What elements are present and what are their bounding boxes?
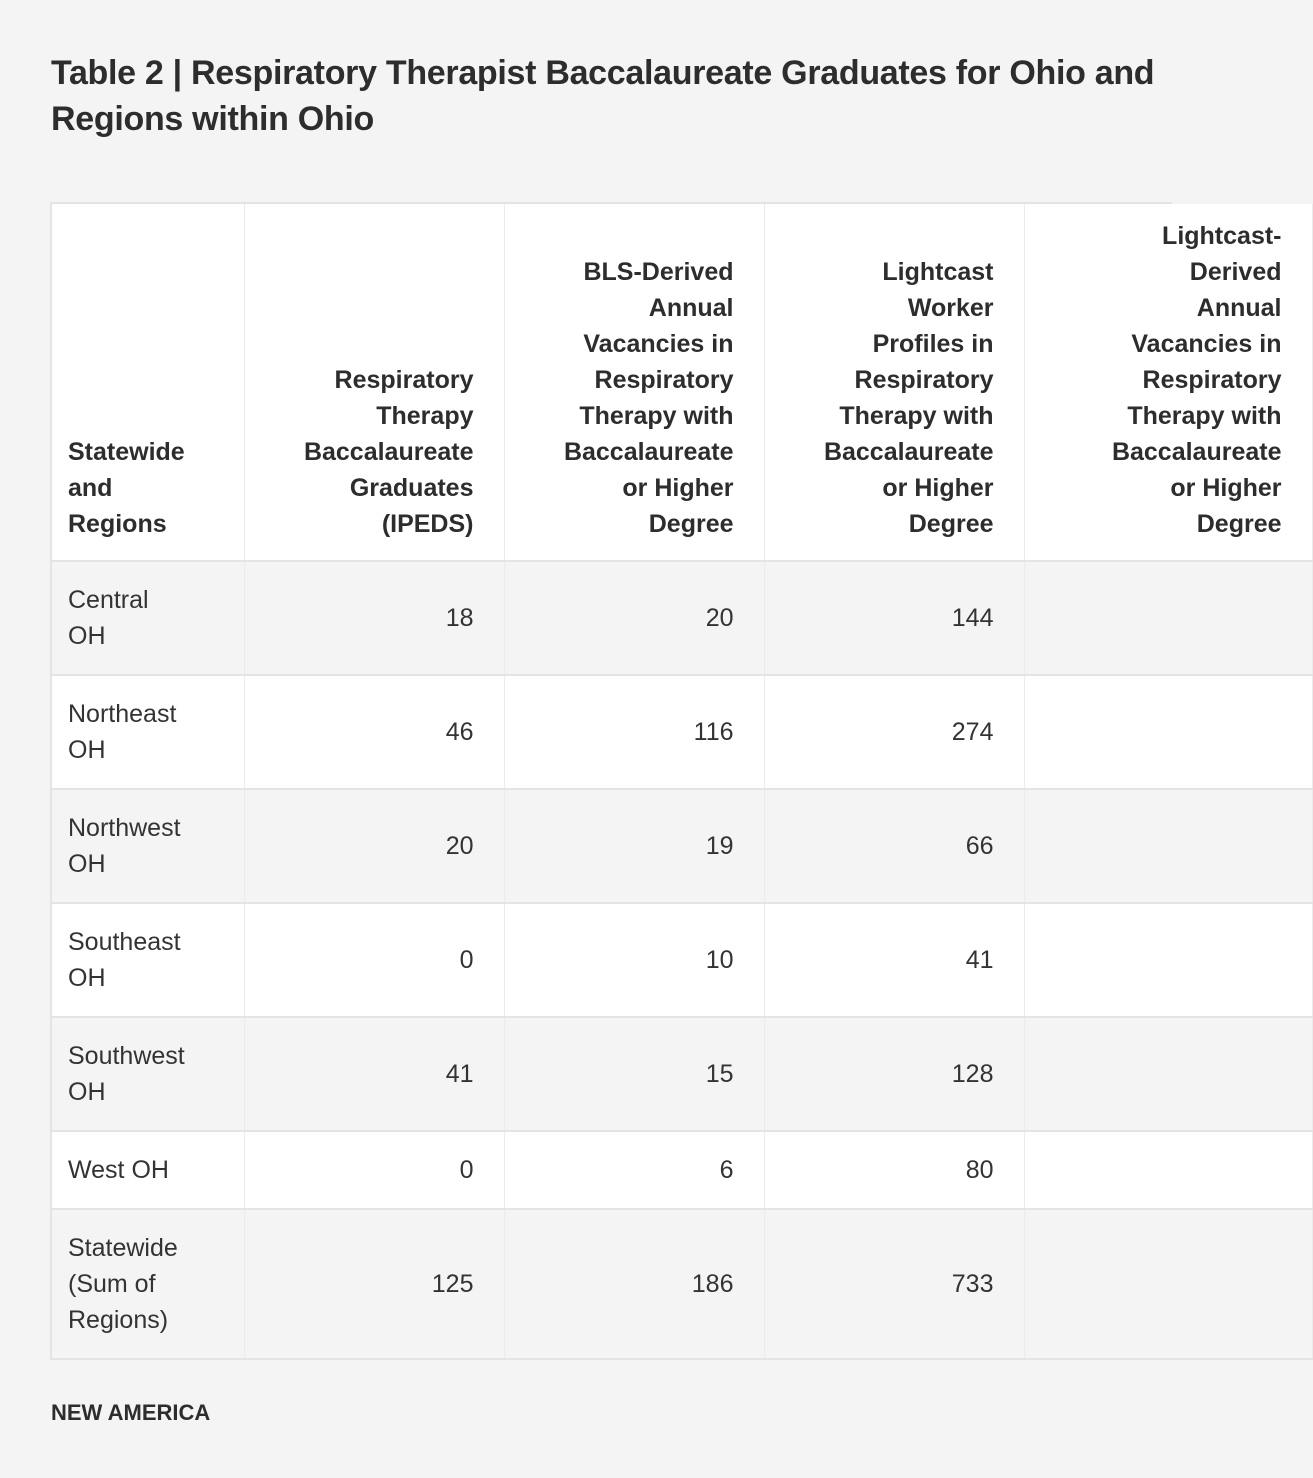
table-row-total [52, 1209, 1312, 1359]
lightcast-vacancies-cell [1024, 675, 1312, 789]
column-header-lightcast-profiles: Lightcast Worker Profiles in Respiratory Therapy with Baccalaureate or Higher Degree [764, 204, 1024, 561]
column-header-ipeds: Respiratory Therapy Baccalaureate Graduates (IPEDS) [244, 204, 504, 561]
region-cell: Southeast OH [52, 903, 244, 1017]
lightcast-cell: 66 [764, 789, 1024, 903]
bls-cell: 116 [504, 675, 764, 789]
table-row [52, 561, 1312, 675]
bls-cell: 10 [504, 903, 764, 1017]
lightcast-vacancies-cell [1024, 1209, 1312, 1359]
ipeds-cell: 41 [244, 1017, 504, 1131]
column-header-lightcast-vacancies: Lightcast- Derived Annual Vacancies in Respiratory Therapy with Baccalaureate or Higher Degree [1024, 204, 1312, 561]
ipeds-cell: 125 [244, 1209, 504, 1359]
region-cell: Northwest OH [52, 789, 244, 903]
ipeds-cell: 18 [244, 561, 504, 675]
ipeds-cell: 20 [244, 789, 504, 903]
header-row [52, 204, 1312, 561]
column-header-region: Statewide and Regions [52, 204, 244, 561]
bls-cell: 20 [504, 561, 764, 675]
lightcast-cell: 41 [764, 903, 1024, 1017]
bls-cell: 6 [504, 1131, 764, 1209]
region-cell: Southwest OH [52, 1017, 244, 1131]
column-header-bls-vacancies: BLS-Derived Annual Vacancies in Respiratory Therapy with Baccalaureate or Higher Degree [504, 204, 764, 561]
bls-cell: 15 [504, 1017, 764, 1131]
lightcast-vacancies-cell [1024, 1017, 1312, 1131]
lightcast-vacancies-cell [1024, 561, 1312, 675]
region-cell: Statewide (Sum of Regions) [52, 1209, 244, 1359]
table-row [52, 1131, 1312, 1209]
table-row [52, 1017, 1312, 1131]
lightcast-vacancies-cell [1024, 789, 1312, 903]
table-row [52, 789, 1312, 903]
data-table [52, 204, 1313, 1360]
lightcast-vacancies-cell [1024, 1131, 1312, 1209]
ipeds-cell: 0 [244, 1131, 504, 1209]
bls-cell: 19 [504, 789, 764, 903]
table-row [52, 903, 1312, 1017]
lightcast-cell: 80 [764, 1131, 1024, 1209]
ipeds-cell: 0 [244, 903, 504, 1017]
bls-cell: 186 [504, 1209, 764, 1359]
region-cell: Central OH [52, 561, 244, 675]
lightcast-vacancies-cell [1024, 903, 1312, 1017]
lightcast-cell: 274 [764, 675, 1024, 789]
table-title: Table 2 | Respiratory Therapist Baccalaureate Graduates for Ohio and Regions within Ohio [51, 54, 1155, 138]
region-cell: Northeast OH [52, 675, 244, 789]
region-cell: West OH [52, 1131, 244, 1209]
ipeds-cell: 46 [244, 675, 504, 789]
lightcast-cell: 144 [764, 561, 1024, 675]
lightcast-cell: 128 [764, 1017, 1024, 1131]
table-row [52, 675, 1312, 789]
publisher-logo-text: NEW AMERICA [51, 1400, 211, 1425]
table-scroll-container[interactable] [50, 202, 1282, 1360]
lightcast-cell: 733 [764, 1209, 1024, 1359]
